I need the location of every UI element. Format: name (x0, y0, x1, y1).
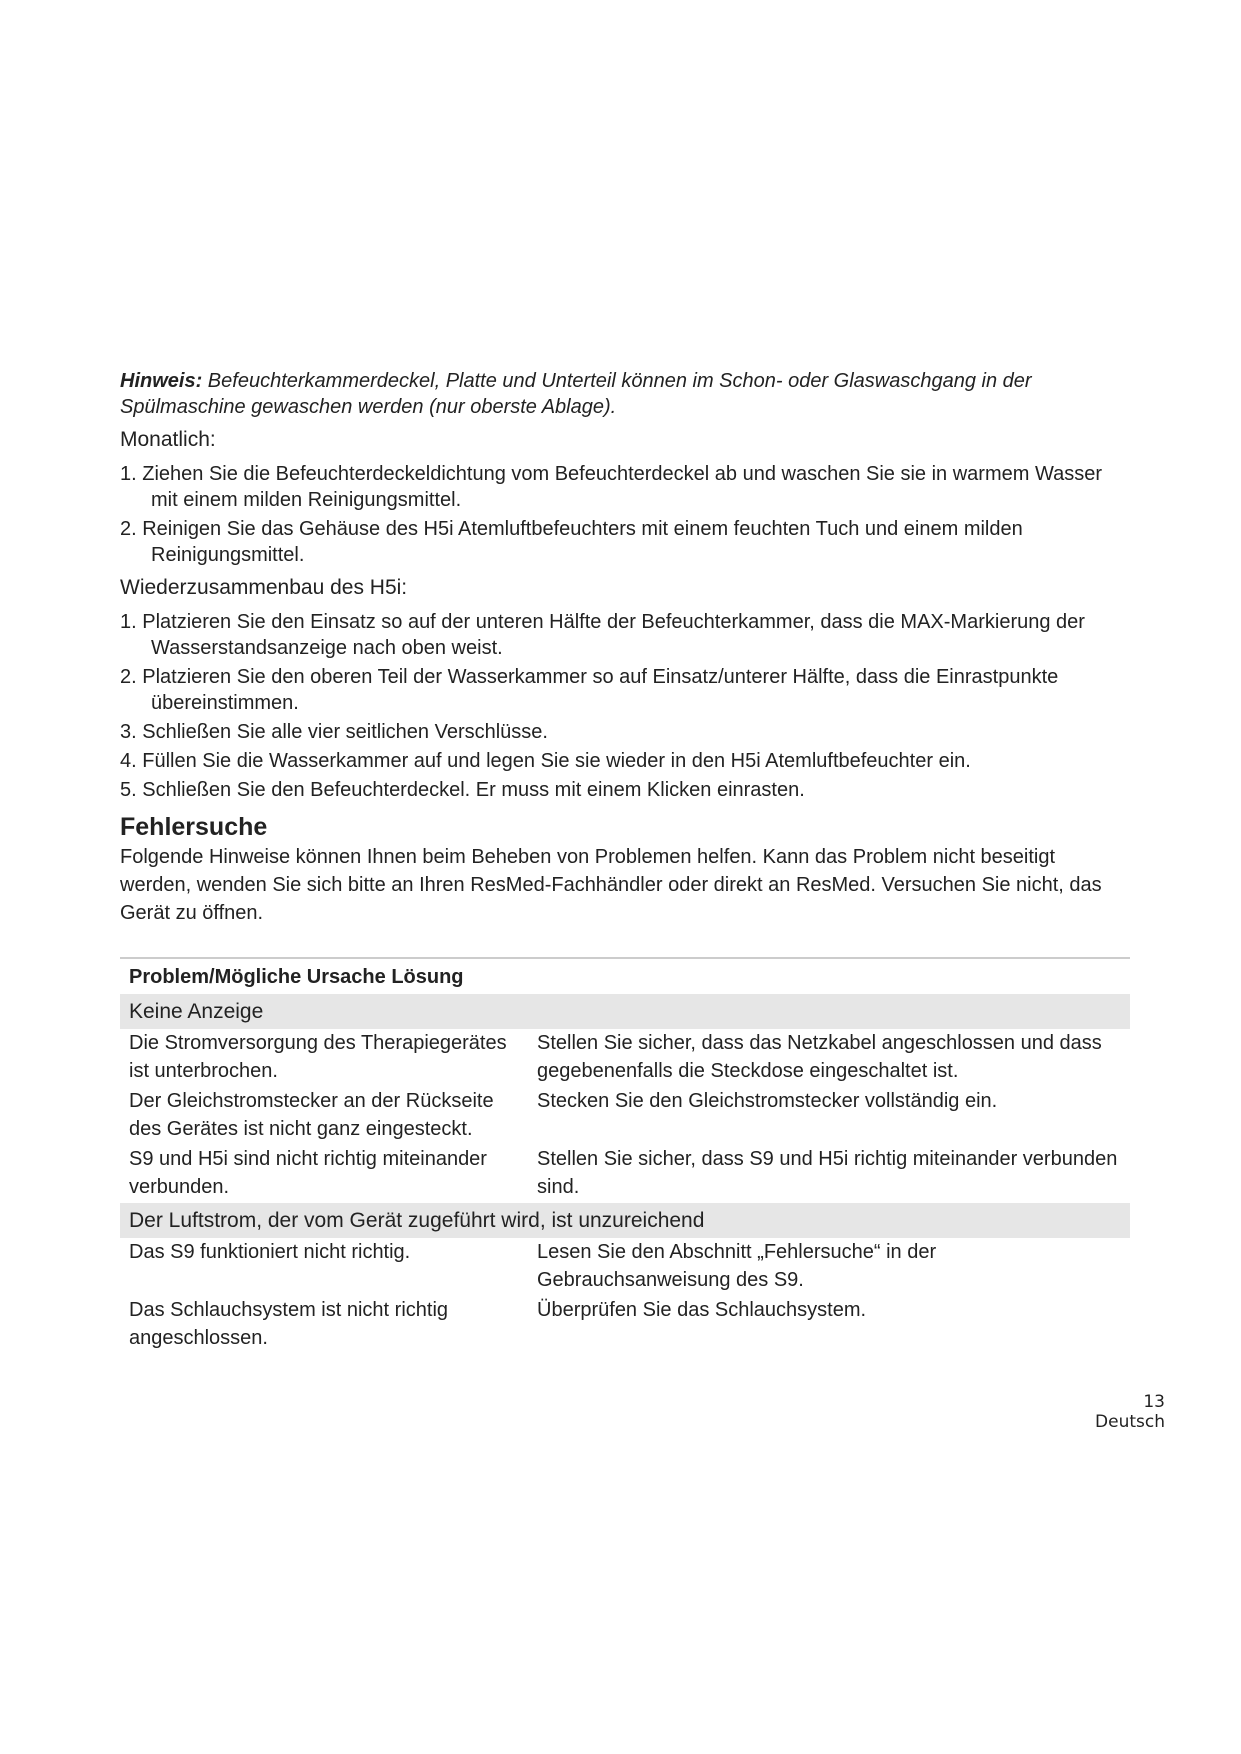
troubleshooting-intro: Folgende Hinweise können Ihnen beim Beheben von Problemen helfen. Kann das Problem nicht beseitigt werden, wenden Sie sich bitte an Ihren ResMed-Fachhändler oder direkt an ResMed. Versuchen Sie nicht, das Gerät zu öffnen. (120, 846, 1102, 924)
reassembly-list (120, 609, 1130, 803)
list-item: 2. Platzieren Sie den oberen Teil der Wasserkammer so auf Einsatz/unterer Hälfte, dass die Einrastpunkte übereinstimmen. (120, 666, 1059, 714)
solution-cell: Überprüfen Sie das Schlauchsystem. (537, 1299, 867, 1321)
cause-cell: Die Stromversorgung des Therapiegerätes ist unterbrochen. (129, 1032, 507, 1082)
list-item: 1. Platzieren Sie den Einsatz so auf der unteren Hälfte der Befeuchterkammer, dass die MAX-Markierung der Wasserstandsanzeige nach oben weist. (120, 611, 1085, 659)
list-item: 5. Schließen Sie den Befeuchterdeckel. Er muss mit einem Klicken einrasten. (120, 779, 805, 801)
page-footer (1095, 1392, 1165, 1432)
solution-cell: Lesen Sie den Abschnitt „Fehlersuche“ in der Gebrauchsanweisung des S9. (537, 1241, 937, 1291)
table-row (120, 1296, 1130, 1354)
table-row (120, 1238, 1130, 1296)
table-row (120, 1029, 1130, 1087)
solution-cell: Stecken Sie den Gleichstromstecker vollständig ein. (537, 1090, 998, 1112)
monthly-heading: Monatlich: (120, 428, 216, 451)
header-problem: Problem/Mögliche Ursache (129, 966, 386, 988)
group-row-airflow (120, 1203, 1130, 1238)
table-header-row (120, 958, 1130, 994)
note-text: Befeuchterkammerdeckel, Platte und Unterteil können im Schon- oder Glaswaschgang in der Spülmaschine gewaschen werden (nur oberste Ablage). (120, 370, 1032, 418)
page-number: 13 (1143, 1392, 1165, 1412)
monthly-list (120, 461, 1130, 568)
note-label: Hinweis: (120, 370, 203, 392)
cause-cell: Das Schlauchsystem ist nicht richtig angeschlossen. (129, 1299, 449, 1349)
page-language: Deutsch (1095, 1412, 1165, 1432)
solution-cell: Stellen Sie sicher, dass das Netzkabel angeschlossen und dass gegebenenfalls die Steckdose eingeschaltet ist. (537, 1032, 1102, 1082)
cause-cell: Das S9 funktioniert nicht richtig. (129, 1241, 411, 1263)
troubleshooting-table (120, 957, 1130, 1354)
table-row (120, 1087, 1130, 1145)
group-title: Keine Anzeige (120, 994, 1130, 1029)
page-content (120, 368, 1130, 1354)
cause-cell: S9 und H5i sind nicht richtig miteinander verbunden. (129, 1148, 487, 1198)
cause-cell: Der Gleichstromstecker an der Rückseite des Gerätes ist nicht ganz eingesteckt. (129, 1090, 494, 1140)
table-header (120, 958, 1130, 994)
group-row-no-display (120, 994, 1130, 1029)
list-item: 4. Füllen Sie die Wasserkammer auf und legen Sie sie wieder in den H5i Atemluftbefeuchter ein. (120, 750, 971, 772)
header-solution: Lösung (391, 966, 464, 988)
group-title: Der Luftstrom, der vom Gerät zugeführt wird, ist unzureichend (120, 1203, 1130, 1238)
reassembly-heading: Wiederzusammenbau des H5i: (120, 576, 408, 599)
dishwasher-note (120, 368, 1130, 420)
troubleshooting-title: Fehlersuche (120, 813, 268, 841)
list-item: 2. Reinigen Sie das Gehäuse des H5i Atemluftbefeuchters mit einem feuchten Tuch und einem milden Reinigungsmittel. (120, 518, 1023, 566)
solution-cell: Stellen Sie sicher, dass S9 und H5i richtig miteinander verbunden sind. (537, 1148, 1118, 1198)
table-row (120, 1145, 1130, 1203)
list-item: 3. Schließen Sie alle vier seitlichen Verschlüsse. (120, 721, 548, 743)
list-item: 1. Ziehen Sie die Befeuchterdeckeldichtung vom Befeuchterdeckel ab und waschen Sie sie in warmem Wasser mit einem milden Reinigungsmittel. (120, 463, 1103, 511)
